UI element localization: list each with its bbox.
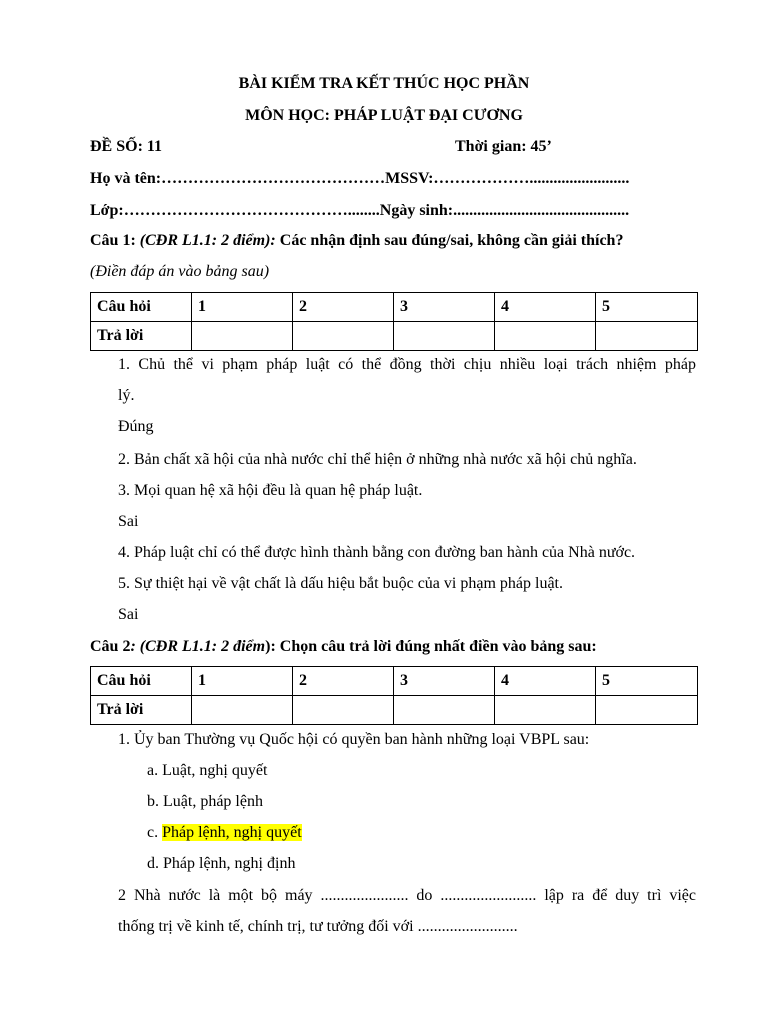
q2-option-d (147, 854, 295, 874)
table-row (91, 696, 698, 725)
option-text: Luật, nghị quyết (162, 762, 268, 779)
answer-cell (192, 322, 293, 351)
q2-label: Câu 2 (90, 638, 131, 655)
q2-option-b (147, 792, 263, 812)
table-header-cell: Trả lời (91, 322, 192, 351)
q1-answer-table (90, 292, 698, 351)
q1-item-2: 2. Bản chất xã hội của nhà nước chỉ thể hiện ở những nhà nước xã hội chủ nghĩa. (118, 451, 637, 468)
q2-item-1: 1. Ủy ban Thường vụ Quốc hội có quyền ban hành những loại VBPL sau: (118, 731, 590, 748)
q1-item-1-cont: lý. (118, 387, 135, 404)
answer-cell (394, 696, 495, 725)
subject-title: MÔN HỌC: PHÁP LUẬT ĐẠI CƯƠNG (245, 107, 523, 124)
name-line: Họ và tên:……………………………………MSSV:………………......................... (90, 170, 630, 187)
answer-cell (495, 322, 596, 351)
table-row (91, 667, 698, 696)
q1-item-4: 4. Pháp luật chỉ có thể được hình thành bằng con đường ban hành của Nhà nước. (118, 544, 636, 561)
table-header-cell: Trả lời (91, 696, 192, 725)
q2-option-a (147, 761, 267, 781)
q1-cdr: (CĐR L1.1: 2 điểm): (139, 232, 276, 249)
table-header-cell: Câu hỏi (91, 667, 192, 696)
option-text: Luật, pháp lệnh (163, 793, 263, 810)
exam-time: Thời gian: 45’ (455, 138, 552, 155)
q1-item-5: 5. Sự thiệt hại về vật chất là dấu hiệu bắt buộc của vi phạm pháp luật. (118, 575, 563, 592)
table-header-cell: 1 (192, 667, 293, 696)
q2-item-2-cont: thống trị về kinh tế, chính trị, tư tưởng đối với ......................... (118, 918, 518, 935)
q1-heading (90, 231, 623, 251)
table-header-cell: 3 (394, 293, 495, 322)
q1-item-5-answer: Sai (118, 606, 139, 623)
option-letter: d. (147, 855, 163, 872)
table-header-cell: 5 (596, 293, 698, 322)
option-text-highlighted: Pháp lệnh, nghị quyết (162, 824, 302, 841)
exam-number: ĐỀ SỐ: 11 (90, 138, 163, 155)
answer-cell (596, 322, 698, 351)
class-line: Lớp:……………………………………........Ngày sinh:............................................ (90, 202, 630, 219)
answer-cell (293, 322, 394, 351)
option-letter: c. (147, 824, 163, 841)
table-header-cell: 1 (192, 293, 293, 322)
q2-cdr: : (CĐR L1.1: 2 điểm (130, 638, 266, 655)
q1-label: Câu 1: (90, 232, 136, 249)
q1-item-3-answer: Sai (118, 513, 139, 530)
table-header-cell: 2 (293, 293, 394, 322)
answer-cell (495, 696, 596, 725)
table-row (91, 322, 698, 351)
table-header-cell: 4 (495, 667, 596, 696)
q1-item-1-answer: Đúng (118, 418, 154, 435)
q2-answer-table (90, 666, 698, 725)
option-letter: a. (147, 762, 163, 779)
q1-instruction: (Điền đáp án vào bảng sau) (90, 263, 270, 280)
table-row (91, 293, 698, 322)
answer-cell (394, 322, 495, 351)
q2-option-c (147, 823, 302, 843)
table-header-cell: Câu hỏi (91, 293, 192, 322)
answer-cell (596, 696, 698, 725)
q1-item-1: 1. Chủ thể vi phạm pháp luật có thể đồng thời chịu nhiều loại trách nhiệm pháp (118, 356, 696, 373)
q2-item-2: 2 Nhà nước là một bộ máy ...................... do ........................ lập ra để duy trì việc (118, 887, 696, 904)
table-header-cell: 3 (394, 667, 495, 696)
option-letter: b. (147, 793, 163, 810)
table-header-cell: 4 (495, 293, 596, 322)
table-header-cell: 5 (596, 667, 698, 696)
answer-cell (192, 696, 293, 725)
exam-title: BÀI KIỂM TRA KẾT THÚC HỌC PHẦN (238, 75, 530, 92)
answer-cell (293, 696, 394, 725)
q2-heading (90, 637, 597, 657)
table-header-cell: 2 (293, 667, 394, 696)
q1-item-3: 3. Mọi quan hệ xã hội đều là quan hệ pháp luật. (118, 482, 423, 499)
q2-prompt: ): Chọn câu trả lời đúng nhất điền vào bảng sau: (265, 638, 597, 655)
q1-prompt: Các nhận định sau đúng/sai, không cần giải thích? (279, 232, 624, 249)
option-text: Pháp lệnh, nghị định (163, 855, 296, 872)
